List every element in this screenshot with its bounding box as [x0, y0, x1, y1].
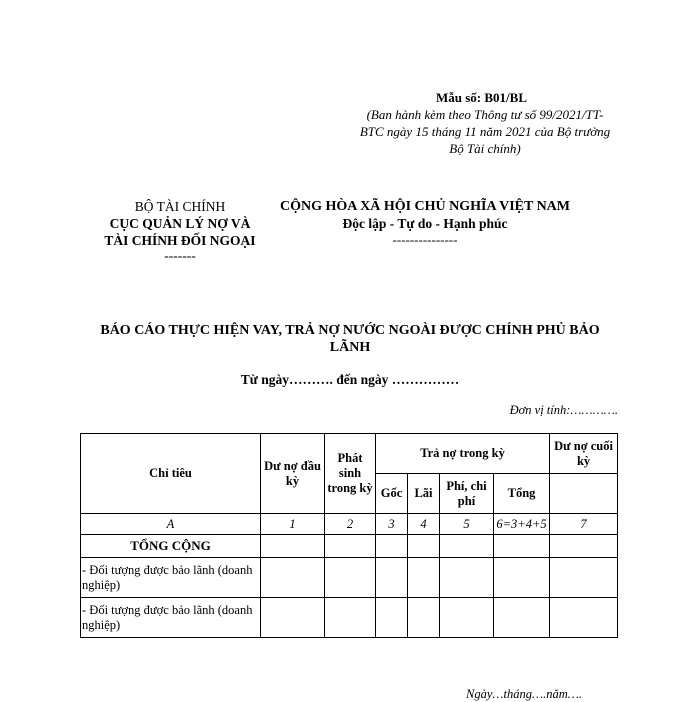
form-number: Mẫu số: B01/BL — [436, 90, 528, 105]
report-title: BÁO CÁO THỰC HIỆN VAY, TRẢ NỢ NƯỚC NGOÀI ĐƯỢC CHÍNH PHỦ BẢO LÃNH — [100, 323, 600, 355]
table-cell — [440, 598, 494, 638]
report-table — [80, 433, 618, 638]
issuance-note-line: BTC ngày 15 tháng 11 năm 2021 của Bộ trưởng — [359, 124, 611, 139]
country-name: CỘNG HÒA XÃ HỘI CHỦ NGHĨA VIỆT NAM — [279, 199, 570, 214]
header-interest: Lãi — [408, 474, 440, 514]
table-cell — [261, 598, 325, 638]
guaranteed-entity-label: - Đối tượng được bảo lãnh (doanh nghiệp) — [81, 558, 261, 598]
agency-separator: ------- — [164, 248, 196, 263]
issuance-note — [340, 106, 630, 157]
table-cell — [376, 558, 408, 598]
table-row — [81, 558, 618, 598]
header-principal: Gốc — [376, 474, 408, 514]
index-cell: 1 — [261, 514, 325, 535]
unit-of-measure: Đơn vị tính:…………. — [509, 403, 618, 417]
index-row — [81, 514, 618, 535]
total-label: TỔNG CỘNG — [81, 535, 261, 558]
table-cell — [494, 558, 550, 598]
header-fees: Phí, chi phí — [440, 474, 494, 514]
index-cell: 7 — [550, 514, 618, 535]
table-cell — [494, 535, 550, 558]
table-cell — [550, 535, 618, 558]
table-cell — [325, 535, 376, 558]
index-cell: A — [81, 514, 261, 535]
table-cell — [440, 558, 494, 598]
national-header — [270, 198, 580, 248]
table-cell — [408, 558, 440, 598]
index-cell: 4 — [408, 514, 440, 535]
department-name-line1: CỤC QUẢN LÝ NỢ VÀ — [109, 216, 251, 231]
table-cell — [261, 535, 325, 558]
ministry-name: BỘ TÀI CHÍNH — [134, 199, 226, 214]
total-row — [81, 535, 618, 558]
index-cell: 3 — [376, 514, 408, 535]
index-cell: 6=3+4+5 — [494, 514, 550, 535]
header-arising: Phát sinh trong kỳ — [325, 434, 376, 514]
table-cell — [550, 558, 618, 598]
table-cell — [261, 558, 325, 598]
table-cell — [440, 535, 494, 558]
index-cell: 2 — [325, 514, 376, 535]
issuance-note-line: Bộ Tài chính) — [449, 141, 521, 156]
motto-separator: --------------- — [392, 232, 458, 247]
header-closing-balance: Dư nợ cuối kỳ — [550, 434, 618, 474]
table-cell — [550, 598, 618, 638]
guaranteed-entity-label: - Đối tượng được bảo lãnh (doanh nghiệp) — [81, 598, 261, 638]
issuing-agency — [80, 198, 280, 263]
national-motto: Độc lập - Tự do - Hạnh phúc — [342, 216, 508, 231]
header-total: Tổng — [494, 474, 550, 514]
department-name-line2: TÀI CHÍNH ĐỐI NGOẠI — [104, 233, 256, 248]
table-cell — [376, 535, 408, 558]
table-row — [81, 598, 618, 638]
signature-date: Ngày…tháng….năm…. — [466, 687, 582, 701]
table-cell — [408, 535, 440, 558]
header-repayment: Trả nợ trong kỳ — [376, 434, 550, 474]
index-cell: 5 — [440, 514, 494, 535]
table-cell — [494, 598, 550, 638]
table-cell — [325, 558, 376, 598]
table-cell — [408, 598, 440, 638]
issuance-note-line: (Ban hành kèm theo Thông tư số 99/2021/TT- — [366, 107, 604, 122]
table-cell — [325, 598, 376, 638]
header-closing-blank — [550, 474, 618, 514]
report-period: Từ ngày………. đến ngày …………… — [240, 372, 460, 387]
header-opening-balance: Dư nợ đầu kỳ — [261, 434, 325, 514]
header-indicator: Chỉ tiêu — [81, 434, 261, 514]
table-cell — [376, 598, 408, 638]
